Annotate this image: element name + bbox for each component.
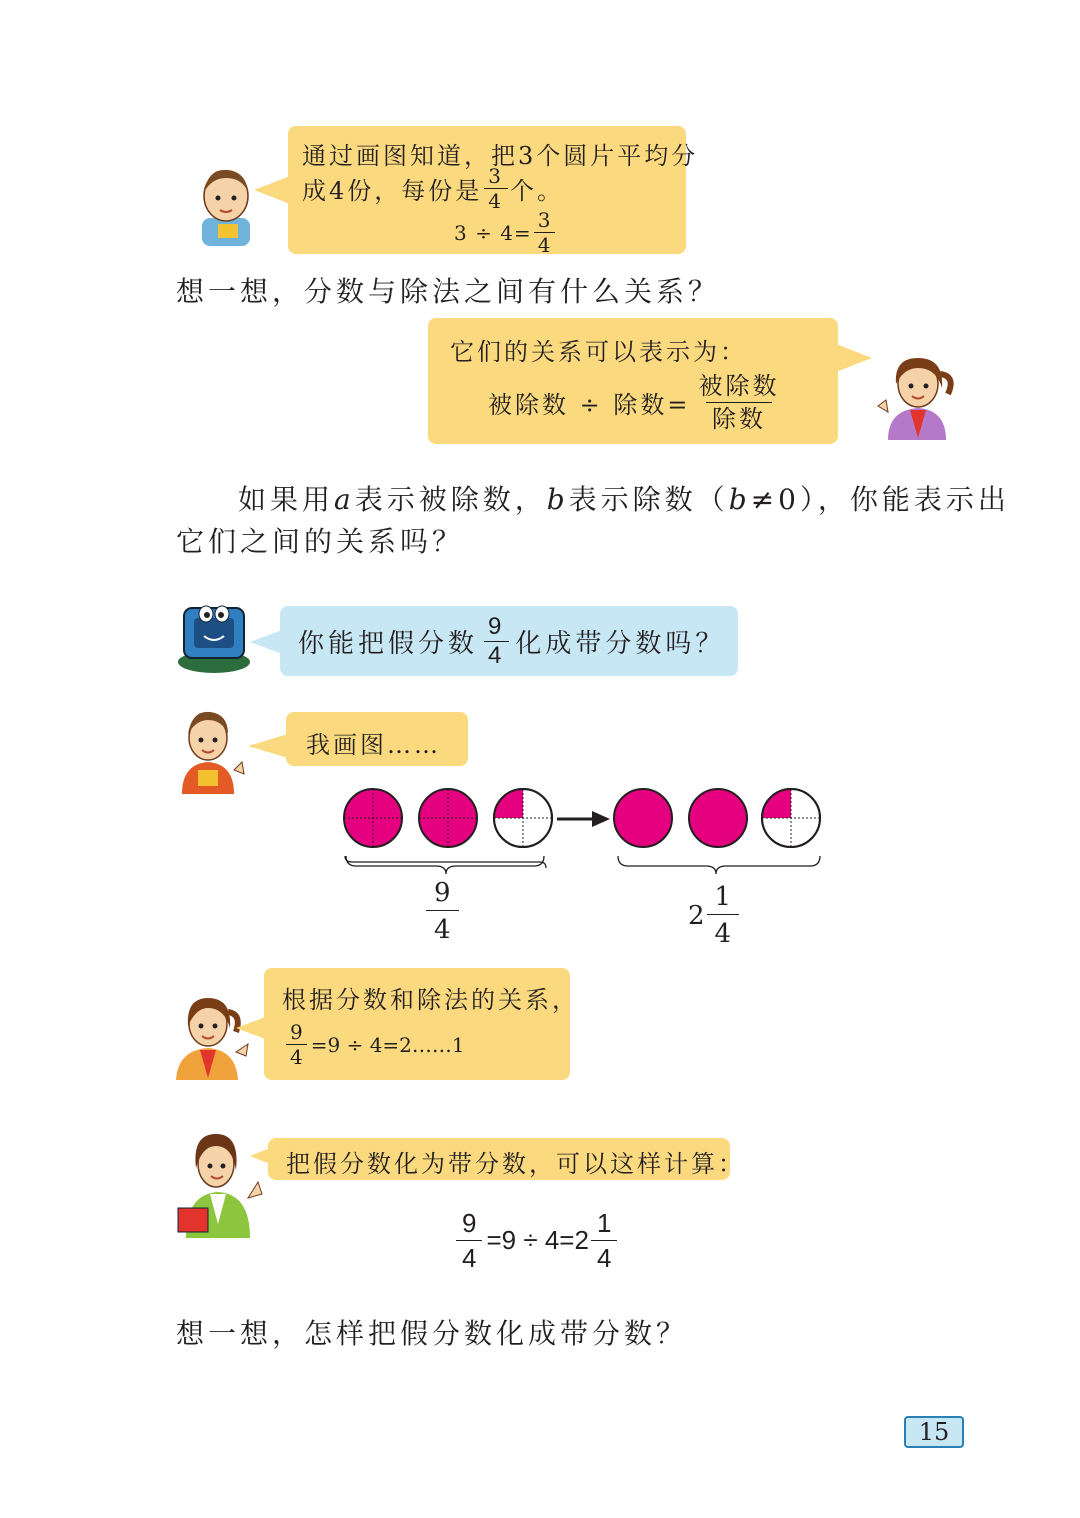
conversion-equation: $\frac{9}{4}$ =9 ÷ 4=2 $\frac{1}{4}$ (454, 1210, 619, 1271)
bubble1-equation: 3 ÷ 4= $\frac{3}{4}$ (454, 210, 557, 255)
page-number: 15 (918, 1418, 950, 1446)
bubble1-line2-pre: 成4份，每份是 (302, 177, 483, 205)
bubble6-text: 把假分数化为带分数，可以这样计算： (286, 1150, 745, 1178)
speech-bubble-6 (268, 1138, 745, 1180)
circle-solid-2 (689, 789, 747, 847)
speech-bubble-2 (428, 318, 838, 444)
bubble1-line1: 通过画图知道，把3个圆片平均分 (302, 142, 699, 170)
right-circles-group (614, 789, 820, 847)
bubble5-equation: $\frac{9}{4}$ =9 ÷ 4=2……1 (284, 1022, 465, 1067)
label-2-1-over-4: 2 $\frac{1}{4}$ (688, 884, 741, 947)
question-1: 想一想，分数与除法之间有什么关系？ (176, 275, 721, 308)
bubble5-line1: 根据分数和除法的关系， (282, 986, 579, 1014)
arrow-right-icon (557, 811, 610, 827)
right-brace (618, 856, 820, 874)
bubble2-equation: 被除数 ÷ 除数= $\frac{\text{被除数}}{\text{除数}}$ (488, 372, 780, 433)
braces (340, 852, 830, 876)
boy-icon (186, 162, 266, 246)
paragraph-line-2: 它们之间的关系吗？ (176, 525, 465, 558)
question-2: 想一想，怎样把假分数化成带分数？ (176, 1317, 689, 1350)
circle-solid-1 (614, 789, 672, 847)
bubble3-pre: 你能把假分数 (298, 628, 479, 659)
girl-icon (874, 348, 960, 440)
bubble2-line1: 它们的关系可以表示为： (450, 338, 747, 366)
fraction-9-4: $\frac{9}{4}$ (484, 615, 509, 668)
bubble1-line2-post: 个。 (510, 177, 565, 205)
fraction-3-4: $\frac{3}{4}$ (484, 166, 508, 211)
boy-waving-icon (176, 706, 246, 794)
left-brace (346, 856, 544, 874)
page-number-badge (904, 1416, 964, 1448)
label-9-over-4: $\frac{9}{4}$ (424, 880, 461, 943)
speech-bubble-5 (264, 968, 579, 1080)
variable-a: a (334, 483, 355, 516)
circle-quarter-1 (494, 789, 552, 847)
variable-b: b (546, 483, 569, 516)
speech-bubble-3 (280, 606, 738, 676)
bubble3-post: 化成带分数吗？ (515, 628, 726, 659)
computer-mascot-icon (174, 600, 256, 674)
speech-bubble-1 (288, 126, 699, 257)
circle-quarter-2 (762, 789, 820, 847)
circle-whole-2 (419, 789, 477, 847)
paragraph-line-1: 如果用a表示被除数，b表示除数（b≠0），你能表示出 (238, 483, 1010, 516)
bubble4-text: 我画图…… (306, 731, 441, 759)
speech-bubble-4 (286, 712, 468, 766)
circle-whole-1 (344, 789, 402, 847)
